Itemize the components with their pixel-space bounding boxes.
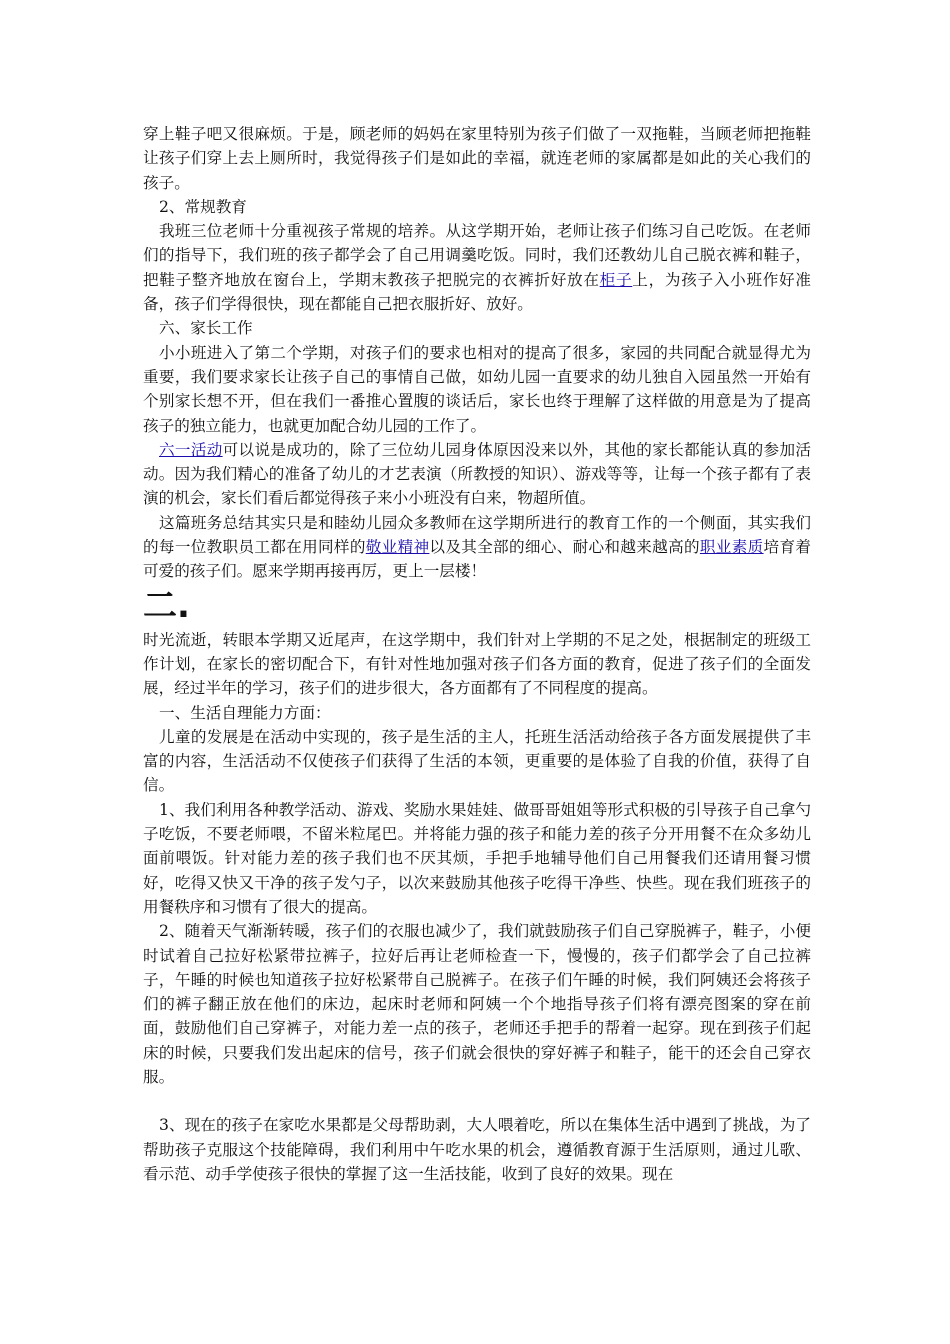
paragraph-conclusion (143, 511, 811, 584)
paragraph-slippers: 穿上鞋子吧又很麻烦。于是，顾老师的妈妈在家里特别为孩子们做了一双拖鞋，当顾老师把拖鞋让孩子们穿上去上厕所时，我觉得孩子们是如此的幸福，就连老师的家属都是如此的关心我们的孩子。 (143, 125, 811, 192)
paragraph-childrens-day (143, 438, 811, 511)
paragraph-parent-work: 小小班进入了第二个学期，对孩子们的要求也相对的提高了很多，家园的共同配合就显得尤为重要，我们要求家长让孩子自己的事情自己做，如幼儿园一直要求的幼儿独自入园虽然一开始有个别家长想不开，但在我们一番推心置腹的谈话后，家长也终于理解了这样做的用意是为了提高孩子的独立能力，也就更加配合幼儿园的工作了。 (143, 343, 811, 435)
heading-parent-work: 六、家长工作 (159, 319, 253, 338)
paragraph-routine-text-b: 上，为孩子入小班作好准备，孩子们学得很快，现在都能自己把衣服折好、放好。 (143, 270, 811, 314)
paragraph-conclusion-text-c: 培育着可爱的孩子们。愿来学期再接再厉，更上一层楼！ (143, 538, 811, 581)
link-professional-quality[interactable]: 职业素质 (699, 538, 764, 557)
paragraph-conclusion-text-a: 这篇班务总结其实只是和睦幼儿园众多教师在这学期所进行的教育工作的一个侧面，其实我们的每一位教职员工都在用同样的 (143, 513, 811, 557)
document-page (143, 122, 811, 1186)
heading-self-care: 一、生活自理能力方面： (159, 703, 331, 722)
link-cabinet[interactable]: 柜子 (599, 270, 633, 289)
paragraph-childrens-day-text: 可以说是成功的，除了三位幼儿园身体原因没来以外，其他的家长都能认真的参加活动。因为我们精心的准备了幼儿的才艺表演（所教授的知识）、游戏等等，让每一个孩子都有了表演的机会，家长们看后都觉得孩子来小小班没有白来，物超所值。 (143, 440, 811, 508)
paragraph-routine-text-a: 我班三位老师十分重视孩子常规的培养。从这学期开始，老师让孩子们练习自己吃饭。在老师们的指导下，我们班的孩子都学会了自己用调羹吃饭。同时，我们还教幼儿自己脱衣裤和鞋子，把鞋子整齐地放在窗台上，学期末教孩子把脱完的衣裤折好放在 (143, 222, 811, 289)
paragraph-dressing-self: 2、随着天气渐渐转暖，孩子们的衣服也减少了，我们就鼓励孩子们自己穿脱裤子，鞋子，小便时试着自己拉好松紧带拉裤子，拉好后再让老师检查一下，慢慢的，孩子们都学会了自己拉裤子，午睡的时候也知道孩子拉好松紧带自己脱裤子。在孩子们午睡的时候，我们阿姨还会将孩子们的裤子翻正放在他们的床边，起床时老师和阿姨一个个地指导孩子们将有漂亮图案的穿在前面，鼓励他们自己穿裤子，对能力差一点的孩子，老师还手把手的帮着一起穿。现在到孩子们起床的时候，只要我们发出起床的信号，孩子们就会很快的穿好裤子和鞋子，能干的还会自己穿衣服。 (143, 922, 811, 1086)
paragraph-conclusion-text-b: 以及其全部的细心、耐心和越来越高的 (429, 538, 700, 557)
paragraph-eating-self: 1、我们利用各种教学活动、游戏、奖励水果娃娃、做哥哥姐姐等形式积极的引导孩子自己拿勺子吃饭，不要老师喂，不留米粒尾巴。并将能力强的孩子和能力差的孩子分开用餐不在众多幼儿面前喂饭。针对能力差的孩子我们也不厌其烦，手把手地辅导他们自己用餐我们还请用餐习惯好，吃得又快又干净的孩子发勺子，以次来鼓励其他孩子吃得干净些、快些。现在我们班孩子的用餐秩序和习惯有了很大的提高。 (143, 800, 811, 916)
paragraph-spacer (143, 1089, 811, 1113)
link-dedication[interactable]: 敬业精神 (365, 538, 430, 557)
heading-routine-education: 2、常规教育 (159, 197, 247, 216)
paragraph-fruit-peeling: 3、现在的孩子在家吃水果都是父母帮助剥，大人喂着吃，所以在集体生活中遇到了挑战，为了帮助孩子克服这个技能障碍，我们利用中午吃水果的机会，遵循教育源于生活原则，通过儿歌、看示范、动手学使孩子很快的掌握了这一生活技能，收到了良好的效果。现在 (143, 1116, 811, 1183)
section-two-heading: 二. (143, 585, 190, 626)
paragraph-semester-intro: 时光流逝，转眼本学期又近尾声，在这学期中，我们针对上学期的不足之处，根据制定的班级工作计划，在家长的密切配合下，有针对性地加强对孩子们各方面的教育，促进了孩子们的全面发展，经过半年的学习，孩子们的进步很大，各方面都有了不同程度的提高。 (143, 630, 811, 698)
paragraph-routine (143, 219, 811, 316)
link-childrens-day-activity[interactable]: 六一活动 (159, 440, 223, 459)
paragraph-child-development: 儿童的发展是在活动中实现的，孩子是生活的主人，托班生活活动给孩子各方面发展提供了丰富的内容，生活活动不仅使孩子们获得了生活的本领，更重要的是体验了自我的价值，获得了自信。 (143, 727, 811, 795)
